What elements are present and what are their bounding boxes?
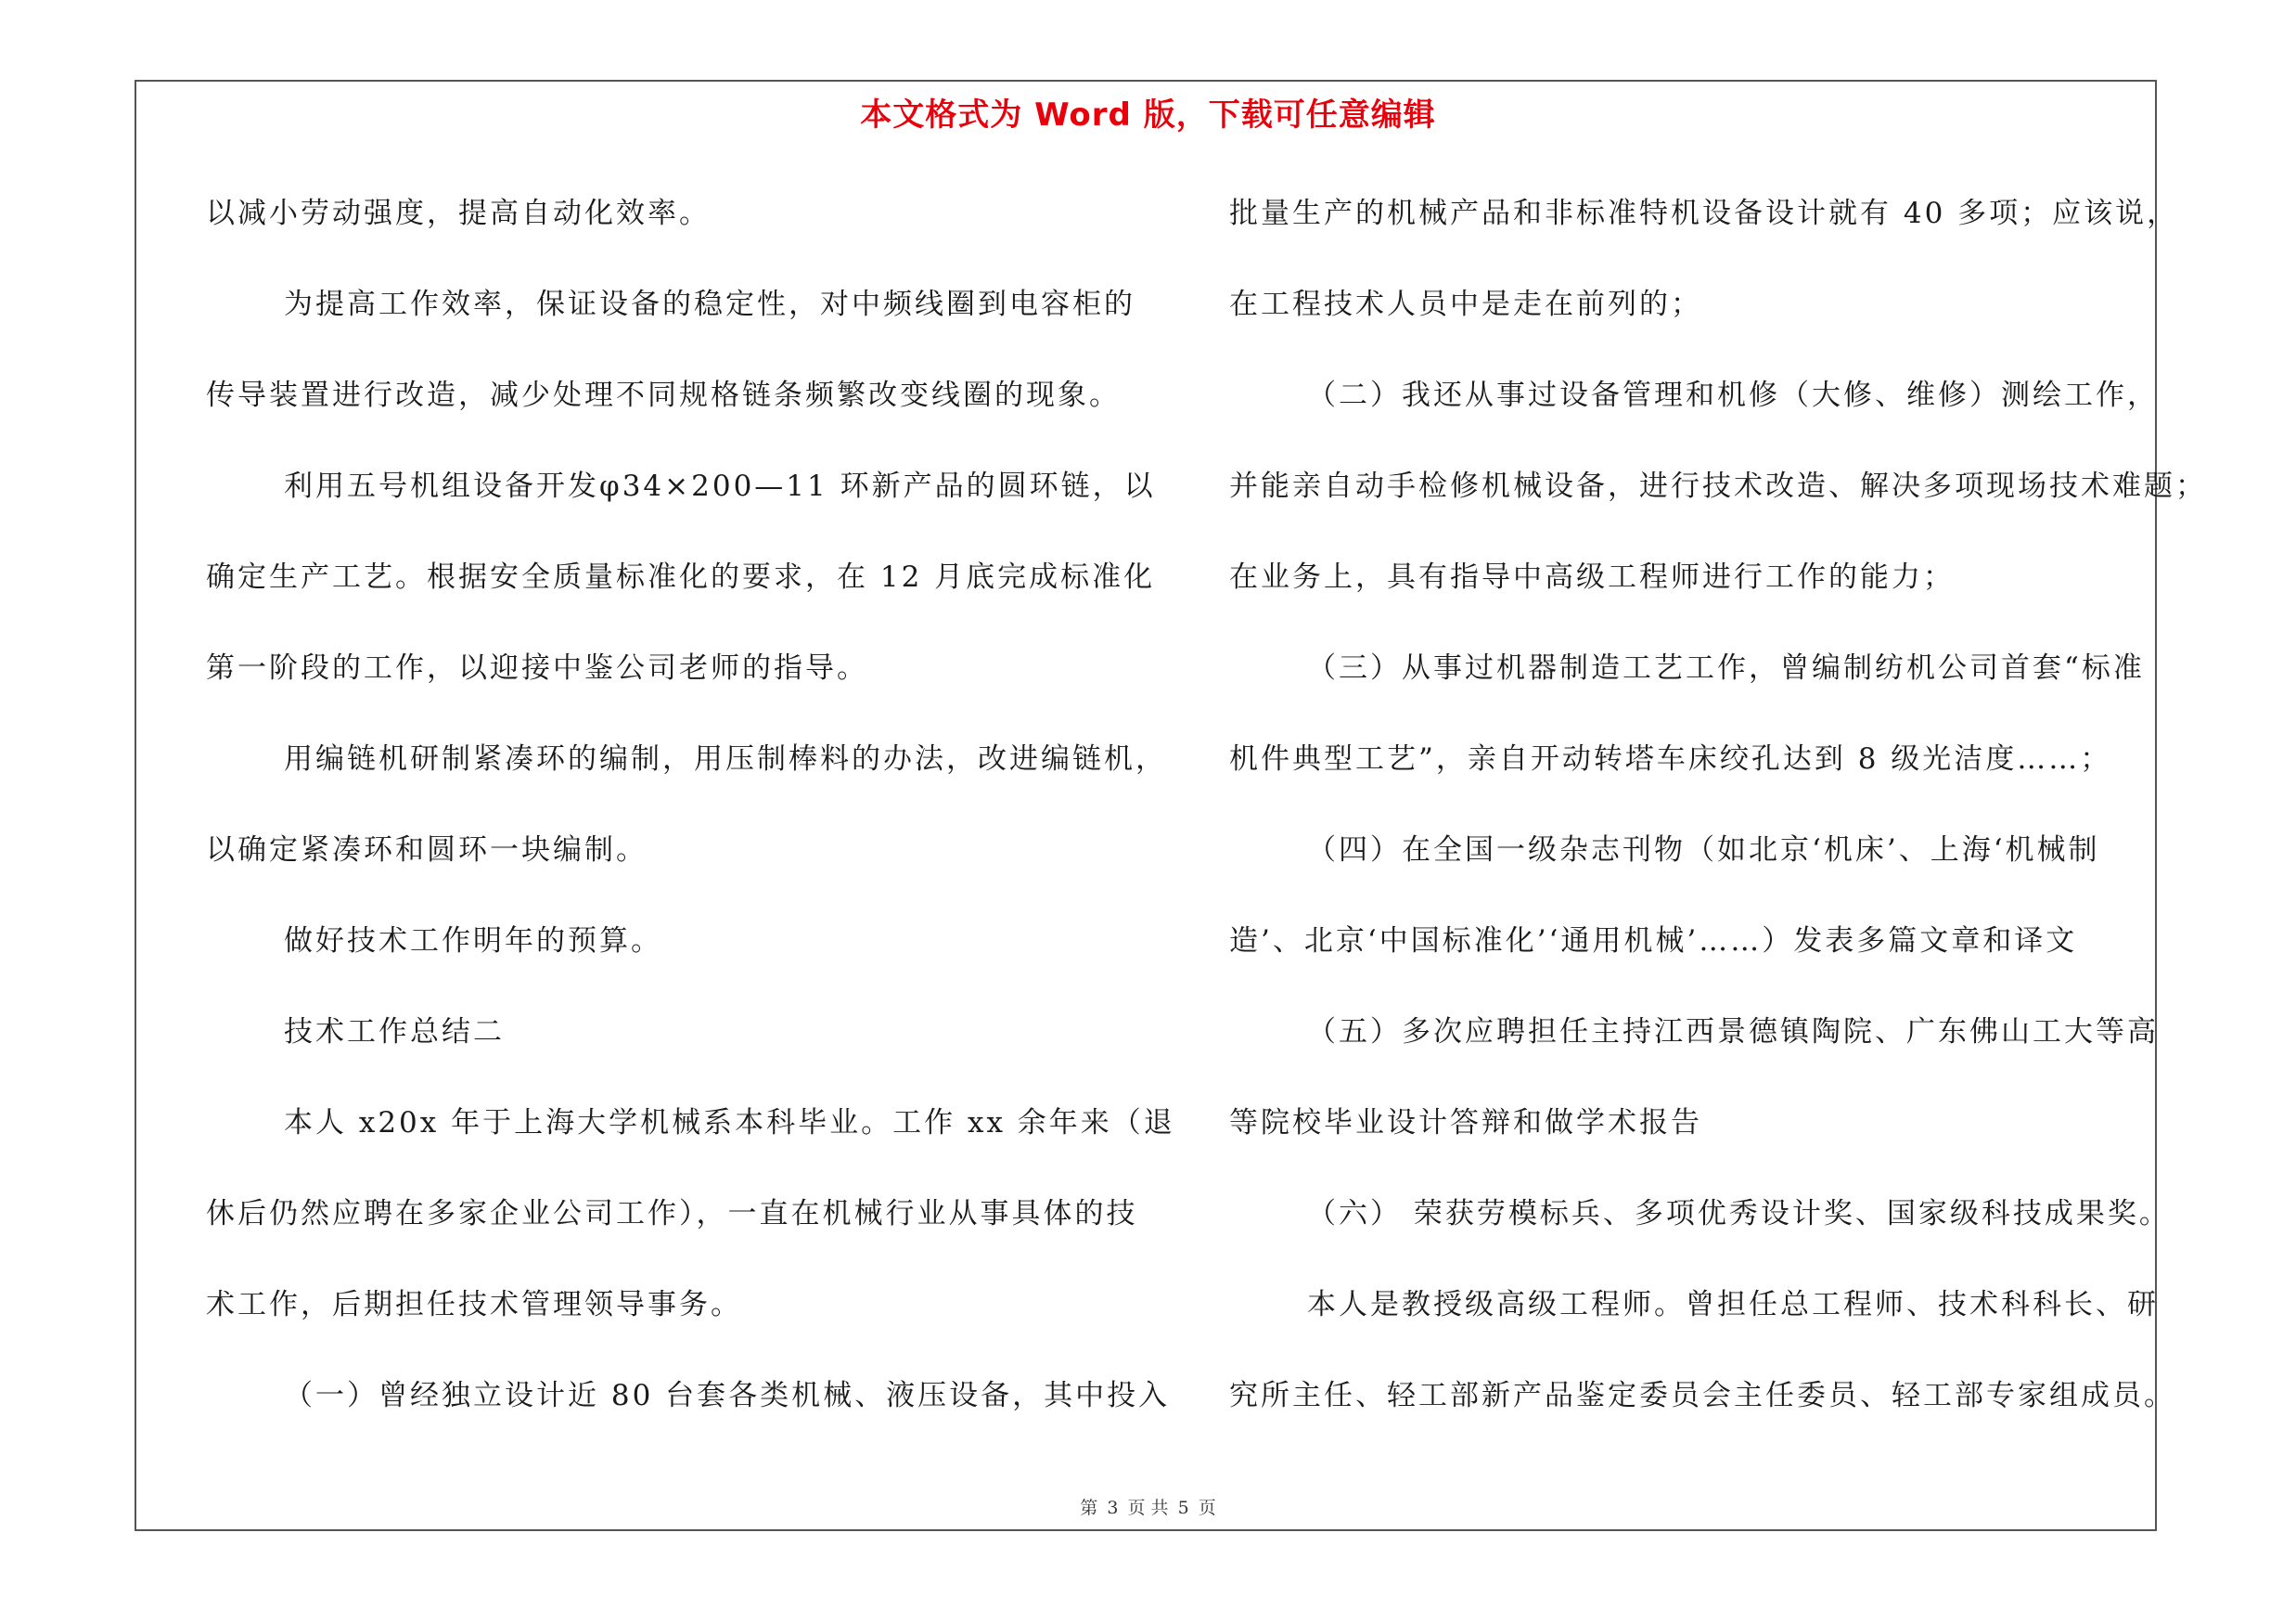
footer-total-pages: 5 bbox=[1177, 1498, 1189, 1518]
paragraph-line: 批量生产的机械产品和非标准特机设备设计就有 40 多项；应该说， bbox=[1229, 197, 2179, 230]
paragraph-line: 造’、北京‘中国标准化’‘通用机械’……）发表多篇文章和译文 bbox=[1229, 924, 2078, 958]
header-banner: 本文格式为 Word 版，下载可任意编辑 bbox=[860, 97, 1436, 134]
paragraph-line: （一）曾经独立设计近 80 台套各类机械、液压设备，其中投入 bbox=[284, 1379, 1171, 1412]
paragraph-line: 等院校毕业设计答辩和做学术报告 bbox=[1229, 1106, 1702, 1140]
paragraph-line: 为提高工作效率，保证设备的稳定性，对中频线圈到电容柜的 bbox=[284, 288, 1135, 321]
footer-middle: 页 共 bbox=[1127, 1498, 1169, 1518]
paragraph-line: 究所主任、轻工部新产品鉴定委员会主任委员、轻工部专家组成员。 bbox=[1229, 1379, 2175, 1412]
paragraph-line: 利用五号机组设备开发φ34×200—11 环新产品的圆环链，以 bbox=[284, 470, 1156, 503]
paragraph-line: 以减小劳动强度，提高自动化效率。 bbox=[206, 197, 711, 230]
paragraph-line: 确定生产工艺。根据安全质量标准化的要求，在 12 月底完成标准化 bbox=[206, 560, 1156, 594]
section-heading: 技术工作总结二 bbox=[284, 1015, 505, 1049]
footer-prefix: 第 bbox=[1080, 1498, 1098, 1518]
paragraph-line: 做好技术工作明年的预算。 bbox=[284, 924, 662, 958]
paragraph-line: （五）多次应聘担任主持江西景德镇陶院、广东佛山工大等高 bbox=[1307, 1015, 2159, 1049]
page-number-footer bbox=[0, 1494, 2296, 1519]
paragraph-line: 并能亲自动手检修机械设备，进行技术改造、解决多项现场技术难题； bbox=[1229, 470, 2207, 503]
paragraph-line: 传导装置进行改造，减少处理不同规格链条频繁改变线圈的现象。 bbox=[206, 379, 1121, 412]
paragraph-line: 本人 x20x 年于上海大学机械系本科毕业。工作 xx 余年来（退 bbox=[284, 1106, 1175, 1140]
paragraph-line: 本人是教授级高级工程师。曾担任总工程师、技术科科长、研 bbox=[1307, 1288, 2159, 1321]
paragraph-line: （三）从事过机器制造工艺工作，曾编制纺机公司首套“标准 bbox=[1307, 651, 2145, 685]
footer-current-page: 3 bbox=[1107, 1498, 1119, 1518]
paragraph-line: 以确定紧凑环和圆环一块编制。 bbox=[206, 833, 648, 867]
paragraph-line: （六） 荣获劳模标兵、多项优秀设计奖、国家级科技成果奖。 bbox=[1307, 1197, 2171, 1230]
paragraph-line: （二）我还从事过设备管理和机修（大修、维修）测绘工作， bbox=[1307, 379, 2159, 412]
paragraph-line: 第一阶段的工作，以迎接中鉴公司老师的指导。 bbox=[206, 651, 868, 685]
paragraph-line: 术工作，后期担任技术管理领导事务。 bbox=[206, 1288, 742, 1321]
paragraph-line: 休后仍然应聘在多家企业公司工作），一直在机械行业从事具体的技 bbox=[206, 1197, 1138, 1230]
paragraph-line: 在工程技术人员中是走在前列的； bbox=[1229, 288, 1702, 321]
paragraph-line: 在业务上，具有指导中高级工程师进行工作的能力； bbox=[1229, 560, 1955, 594]
footer-suffix: 页 bbox=[1198, 1498, 1216, 1518]
paragraph-line: 用编链机研制紧凑环的编制，用压制棒料的办法，改进编链机， bbox=[284, 742, 1167, 776]
paragraph-line: （四）在全国一级杂志刊物（如北京‘机床’、上海‘机械制 bbox=[1307, 833, 2100, 867]
paragraph-line: 机件典型工艺”，亲自开动转塔车床绞孔达到 8 级光洁度……； bbox=[1229, 742, 2112, 776]
